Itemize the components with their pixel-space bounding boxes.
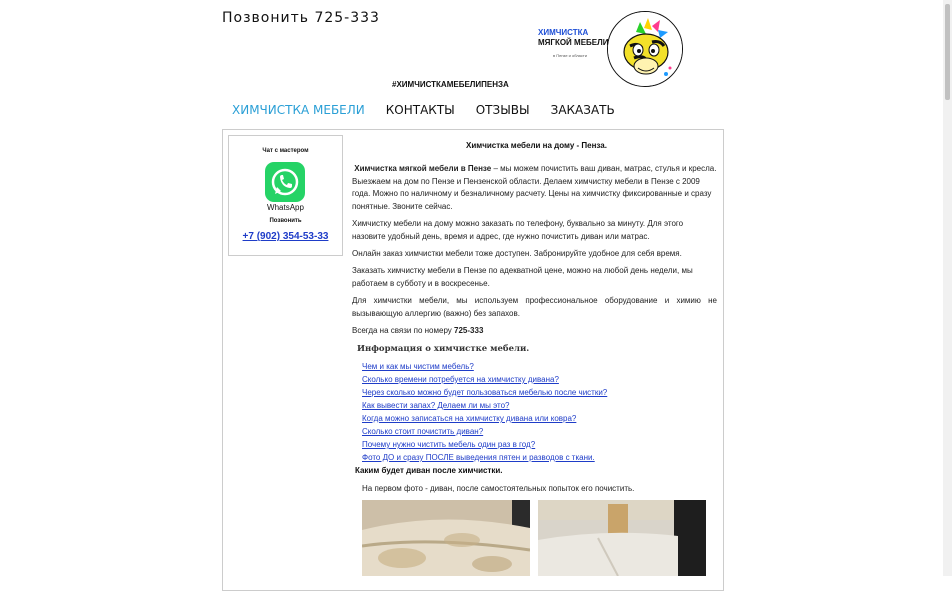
intro-paragraph — [352, 163, 717, 213]
faq-link[interactable]: Почему нужно чистить мебель один раз в год? — [362, 440, 536, 449]
faq-link[interactable]: Чем и как мы чистим мебель? — [362, 362, 474, 371]
faq-link[interactable]: Сколько времени потребуется на химчистку дивана? — [362, 375, 559, 384]
faq-link[interactable]: Через сколько можно будет пользоваться мебелью после чистки? — [362, 388, 608, 397]
main-nav — [232, 103, 636, 117]
intro-bold: Химчистка мягкой мебели в Пензе — [354, 164, 492, 173]
header-phone: Позвонить 725-333 — [222, 10, 380, 26]
zebra-logo — [607, 11, 683, 87]
intro-text: – мы можем почистить ваш диван, матрас, стулья и кресла. Выезжаем на дом по Пензе и Пензенской области. Делаем химчистку мебели в Пензе с 2009 года. Можно по наличному и безналичному расчету. Цены на химчистку фиксированные и сразу понятные. Звоните сейчас. — [352, 164, 717, 211]
info-heading: Информация о химчистке мебели. — [357, 344, 530, 354]
page-title: Химчистка мебели на дому - Пенза. — [466, 141, 607, 150]
faq-link[interactable]: Фото ДО и сразу ПОСЛЕ выведения пятен и разводов с ткани. — [362, 453, 595, 462]
nav-item-contacts[interactable]: КОНТАКТЫ — [385, 103, 455, 117]
faq-link[interactable]: Как вывести запах? Делаем ли мы это? — [362, 401, 510, 410]
nav-item-reviews[interactable]: ОТЗЫВЫ — [475, 103, 530, 117]
whatsapp-label: WhatsApp — [267, 203, 304, 212]
sofa-after-photo — [538, 500, 706, 576]
equipment-paragraph: Для химчистки мебели, мы используем профессиональное оборудование и химию не вызывающую аллергию (важно) без запахов. — [352, 296, 717, 318]
sidebar-phone-link[interactable]: +7 (902) 354-53-33 — [242, 231, 329, 242]
nav-item-order[interactable]: ЗАКАЗАТЬ — [550, 103, 615, 117]
sofa-before-photo — [362, 500, 530, 576]
logo-title-line1: ХИМЧИСТКА — [538, 28, 589, 37]
nav-item-furniture-cleaning[interactable]: ХИМЧИСТКА МЕБЕЛИ — [232, 103, 365, 117]
scrollbar-thumb[interactable] — [945, 4, 950, 100]
logo-subtitle: в Пензе и области — [553, 53, 587, 58]
call-label: Позвонить — [269, 218, 302, 224]
contact-number-text: Всегда на связи по номеру — [352, 326, 455, 335]
after-cleaning-heading: Каким будет диван после химчистки. — [355, 466, 503, 475]
faq-link[interactable]: Сколько стоит почистить диван? — [362, 427, 484, 436]
hashtag: #ХИМЧИСТКАМЕБЕЛИПЕНЗА — [392, 80, 509, 89]
faq-link[interactable]: Когда можно записаться на химчистку дивана или ковра? — [362, 414, 577, 423]
schedule-paragraph: Заказать химчистку мебели в Пензе по адекватной цене, можно на любой день недели, мы работаем в субботу и в воскресенье. — [352, 266, 693, 288]
contact-number-paragraph — [352, 325, 717, 338]
contact-number-bold: 725-333 — [454, 326, 484, 335]
logo-title-line2: МЯГКОЙ МЕБЕЛИ — [538, 38, 609, 47]
whatsapp-icon[interactable] — [265, 162, 305, 202]
chat-label: Чат с мастером — [262, 148, 309, 154]
photo-caption: На первом фото - диван, после самостоятельных попыток его почистить. — [362, 484, 635, 493]
order-by-phone-paragraph: Химчистку мебели на дому можно заказать по телефону, буквально за минуту. Для этого назовите удобный день, время и адрес, где нужно почистить диван или матрас. — [352, 219, 684, 241]
online-order-paragraph: Онлайн заказ химчистки мебели тоже доступен. Забронируйте удобное для себя время. — [352, 249, 682, 258]
